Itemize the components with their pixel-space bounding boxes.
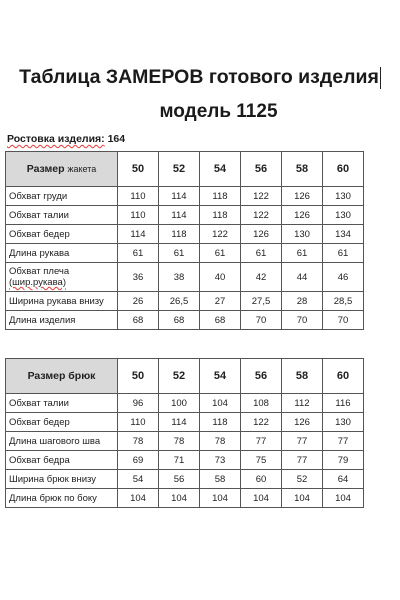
table-cell: 130 [282, 225, 323, 244]
table-cell: 42 [241, 263, 282, 292]
size-header-cell: 58 [282, 359, 323, 394]
row-label: Обхват груди [6, 187, 118, 206]
table-cell: 68 [159, 311, 200, 330]
table-cell: 104 [200, 489, 241, 508]
table-cell: 75 [241, 451, 282, 470]
table-cell: 130 [323, 187, 364, 206]
table-cell: 54 [118, 470, 159, 489]
table-row [6, 413, 364, 432]
table-cell: 114 [159, 206, 200, 225]
table-cell: 122 [241, 413, 282, 432]
table-cell: 130 [323, 206, 364, 225]
table-cell: 78 [200, 432, 241, 451]
row-label: Длина брюк по боку [6, 489, 118, 508]
table-cell: 104 [282, 489, 323, 508]
table-cell: 70 [323, 311, 364, 330]
table-cell: 61 [200, 244, 241, 263]
table-cell: 110 [118, 187, 159, 206]
table-row [6, 292, 364, 311]
pants-size-header: Размер брюк [6, 359, 118, 394]
table-cell: 27 [200, 292, 241, 311]
jacket-measurements-table [5, 151, 364, 330]
table-cell: 114 [159, 187, 200, 206]
size-header-cell: 60 [323, 152, 364, 187]
size-header-cell: 50 [118, 152, 159, 187]
size-header-cell: 52 [159, 152, 200, 187]
table-cell: 60 [241, 470, 282, 489]
table-cell: 71 [159, 451, 200, 470]
table-row [6, 244, 364, 263]
table-row [6, 206, 364, 225]
table-cell: 134 [323, 225, 364, 244]
table-cell: 56 [159, 470, 200, 489]
table-cell: 61 [241, 244, 282, 263]
table-cell: 104 [159, 489, 200, 508]
row-label: Обхват бедер [6, 225, 118, 244]
table-cell: 78 [159, 432, 200, 451]
table-cell: 26 [118, 292, 159, 311]
row-label: Обхват талии [6, 206, 118, 225]
table-row [6, 225, 364, 244]
table-cell: 58 [200, 470, 241, 489]
table-cell: 130 [323, 413, 364, 432]
table-row [6, 451, 364, 470]
table-cell: 122 [241, 187, 282, 206]
table-cell: 36 [118, 263, 159, 292]
table-cell: 114 [159, 413, 200, 432]
size-header-cell: 56 [241, 152, 282, 187]
table-cell: 112 [282, 394, 323, 413]
table-cell: 73 [200, 451, 241, 470]
row-label: Обхват бедер [6, 413, 118, 432]
table-cell: 118 [200, 206, 241, 225]
table-cell: 68 [118, 311, 159, 330]
growth-line [7, 133, 125, 145]
table-cell: 38 [159, 263, 200, 292]
table-cell: 77 [323, 432, 364, 451]
table-cell: 110 [118, 206, 159, 225]
row-label: Длина рукава [6, 244, 118, 263]
table-cell: 28 [282, 292, 323, 311]
size-header-cell: 56 [241, 359, 282, 394]
pants-measurements-table [5, 358, 364, 508]
row-label: Обхват талии [6, 394, 118, 413]
table-cell: 61 [159, 244, 200, 263]
table-cell: 26,5 [159, 292, 200, 311]
table-cell: 118 [200, 187, 241, 206]
table-cell: 104 [241, 489, 282, 508]
table-row [6, 470, 364, 489]
table-cell: 96 [118, 394, 159, 413]
document-title-text: Таблица ЗАМЕРОВ готового изделия [19, 66, 379, 88]
row-label: Длина шагового шва [6, 432, 118, 451]
table-cell: 78 [118, 432, 159, 451]
table-cell: 44 [282, 263, 323, 292]
table-cell: 114 [118, 225, 159, 244]
table-header-row [6, 152, 364, 187]
table-cell: 104 [323, 489, 364, 508]
row-label: Ширина брюк внизу [6, 470, 118, 489]
table-cell: 108 [241, 394, 282, 413]
table-row [6, 263, 364, 292]
row-label: Ширина рукава внизу [6, 292, 118, 311]
table-cell: 104 [118, 489, 159, 508]
size-header-cell: 58 [282, 152, 323, 187]
table-cell: 79 [323, 451, 364, 470]
table-cell: 68 [200, 311, 241, 330]
row-label: Обхват бедра [6, 451, 118, 470]
table-cell: 118 [200, 413, 241, 432]
table-row [6, 187, 364, 206]
growth-value: 164 [107, 133, 126, 145]
table-row [6, 394, 364, 413]
model-subtitle: модель 1125 [159, 101, 278, 122]
table-cell: 46 [323, 263, 364, 292]
table-cell: 116 [323, 394, 364, 413]
table-cell: 70 [241, 311, 282, 330]
row-label: Обхват плеча (шир.рукава) [6, 263, 118, 292]
table-row [6, 489, 364, 508]
table-cell: 27,5 [241, 292, 282, 311]
table-cell: 69 [118, 451, 159, 470]
table-cell: 100 [159, 394, 200, 413]
text-cursor [380, 67, 381, 89]
table-cell: 122 [200, 225, 241, 244]
jacket-size-header: Размер жакета [6, 152, 118, 187]
size-header-cell: 54 [200, 359, 241, 394]
size-header-cell: 60 [323, 359, 364, 394]
table-header-row [6, 359, 364, 394]
table-cell: 61 [118, 244, 159, 263]
table-row [6, 311, 364, 330]
size-header-cell: 50 [118, 359, 159, 394]
table-cell: 70 [282, 311, 323, 330]
table-cell: 126 [282, 206, 323, 225]
growth-label: Ростовка изделия: [7, 133, 105, 145]
table-cell: 126 [241, 225, 282, 244]
table-cell: 126 [282, 187, 323, 206]
table-cell: 104 [200, 394, 241, 413]
size-header-cell: 54 [200, 152, 241, 187]
table-cell: 110 [118, 413, 159, 432]
table-cell: 122 [241, 206, 282, 225]
table-cell: 61 [282, 244, 323, 263]
table-cell: 61 [323, 244, 364, 263]
table-cell: 64 [323, 470, 364, 489]
table-cell: 28,5 [323, 292, 364, 311]
table-cell: 77 [282, 451, 323, 470]
size-header-cell: 52 [159, 359, 200, 394]
table-cell: 126 [282, 413, 323, 432]
table-row [6, 432, 364, 451]
table-cell: 77 [241, 432, 282, 451]
table-cell: 118 [159, 225, 200, 244]
table-cell: 77 [282, 432, 323, 451]
table-cell: 52 [282, 470, 323, 489]
document-title [0, 66, 400, 89]
row-label: Длина изделия [6, 311, 118, 330]
table-cell: 40 [200, 263, 241, 292]
